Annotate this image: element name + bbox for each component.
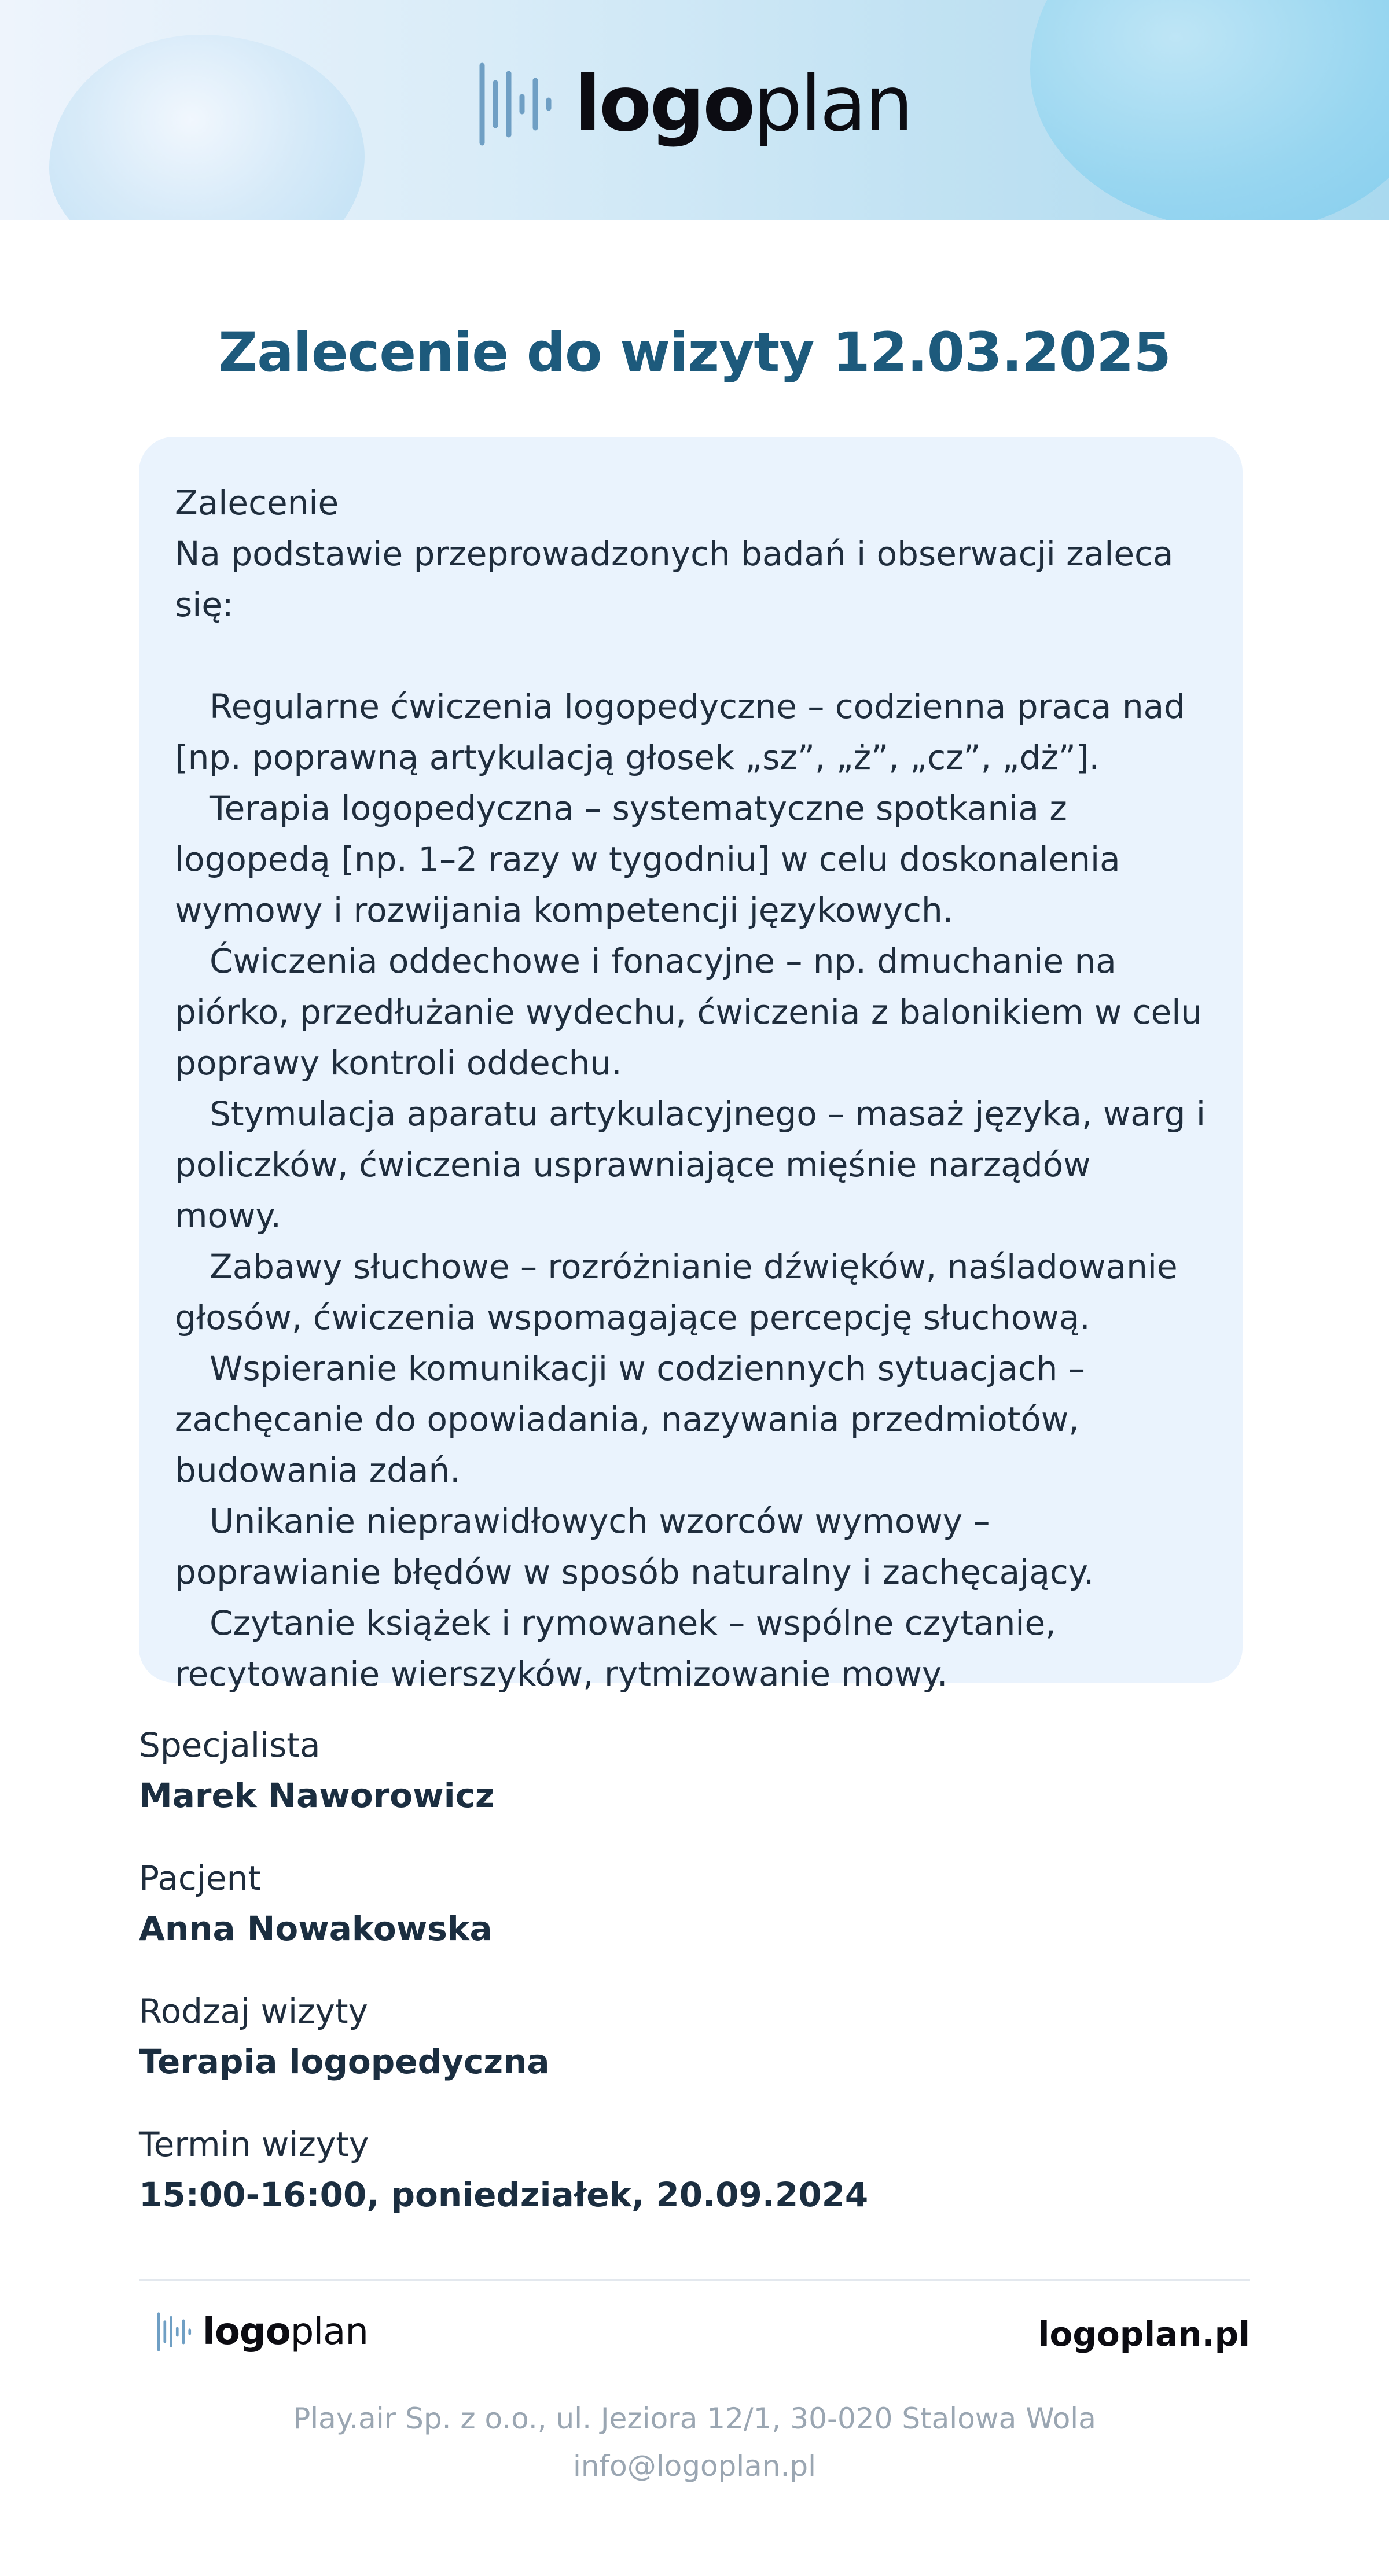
visit-details — [139, 1721, 1250, 2254]
recommendation-item: Unikanie nieprawidłowych wzorców wymowy – poprawianie błędów w sposób naturalny i zachęcający. — [175, 1502, 1094, 1592]
field-label: Termin wizyty — [139, 2125, 369, 2164]
recommendation-item: Regularne ćwiczenia logopedyczne – codzienna praca nad [np. poprawną artykulacją głosek „sz”, „ż”, „cz”, „dż”]. — [175, 687, 1185, 777]
field-label: Pacjent — [139, 1859, 262, 1898]
field-value: 15:00-16:00, poniedziałek, 20.09.2024 — [139, 2175, 869, 2214]
field-label: Specjalista — [139, 1725, 321, 1765]
field-value: Anna Nowakowska — [139, 1909, 493, 1948]
website-link[interactable]: logoplan.pl — [1038, 2314, 1250, 2354]
field-visit-time — [139, 2121, 1250, 2221]
field-value: Marek Naworowicz — [139, 1776, 495, 1815]
recommendation-item: Stymulacja aparatu artykulacyjnego – masaż języka, warg i policzków, ćwiczenia usprawniające mięśnie narządów mowy. — [175, 1094, 1206, 1235]
field-label: Rodzaj wizyty — [139, 1992, 368, 2031]
footer-logo[interactable] — [156, 2312, 368, 2352]
field-patient — [139, 1854, 1250, 1955]
field-value: Terapia logopedyczna — [139, 2042, 550, 2081]
sound-wave-icon — [156, 2312, 194, 2352]
recommendation-item: Terapia logopedyczna – systematyczne spotkania z logopedą [np. 1–2 razy w tygodniu] w celu doskonalenia wymowy i rozwijania kompetencji językowych. — [175, 789, 1120, 930]
field-specialist — [139, 1721, 1250, 1822]
sound-wave-icon — [477, 61, 558, 148]
footer-wordmark: logoplan — [203, 2310, 368, 2353]
recommendation-heading: Zalecenie — [175, 483, 339, 522]
contact-email[interactable]: info@logoplan.pl — [572, 2449, 817, 2483]
brand-wordmark: logoplan — [574, 60, 912, 149]
recommendation-item: Wspieranie komunikacji w codziennych sytuacjach – zachęcanie do opowiadania, nazywania przedmiotów, budowania zdań. — [175, 1349, 1085, 1490]
recommendation-item: Zabawy słuchowe – rozróżnianie dźwięków, naśladowanie głosów, ćwiczenia wspomagające percepcję słuchową. — [175, 1247, 1178, 1337]
page-title: Zalecenie do wizyty 12.03.2025 — [218, 321, 1171, 384]
spacer — [175, 630, 1207, 681]
field-visit-type — [139, 1988, 1250, 2088]
recommendation-intro: Na podstawie przeprowadzonych badań i obserwacji zaleca się: — [175, 534, 1174, 624]
header-banner — [0, 0, 1389, 220]
recommendation-card — [139, 437, 1243, 1694]
recommendation-item: Czytanie książek i rymowanek – wspólne czytanie, recytowanie wierszyków, rytmizowanie mowy. — [175, 1603, 1056, 1694]
header-logo — [0, 61, 1389, 148]
recommendation-item: Ćwiczenia oddechowe i fonacyjne – np. dmuchanie na piórko, przedłużanie wydechu, ćwiczenia z balonikiem w celu poprawy kontroli oddechu. — [175, 941, 1203, 1083]
footer-divider — [139, 2279, 1250, 2281]
company-address: Play.air Sp. z o.o., ul. Jeziora 12/1, 30-020 Stalowa Wola — [293, 2402, 1096, 2435]
